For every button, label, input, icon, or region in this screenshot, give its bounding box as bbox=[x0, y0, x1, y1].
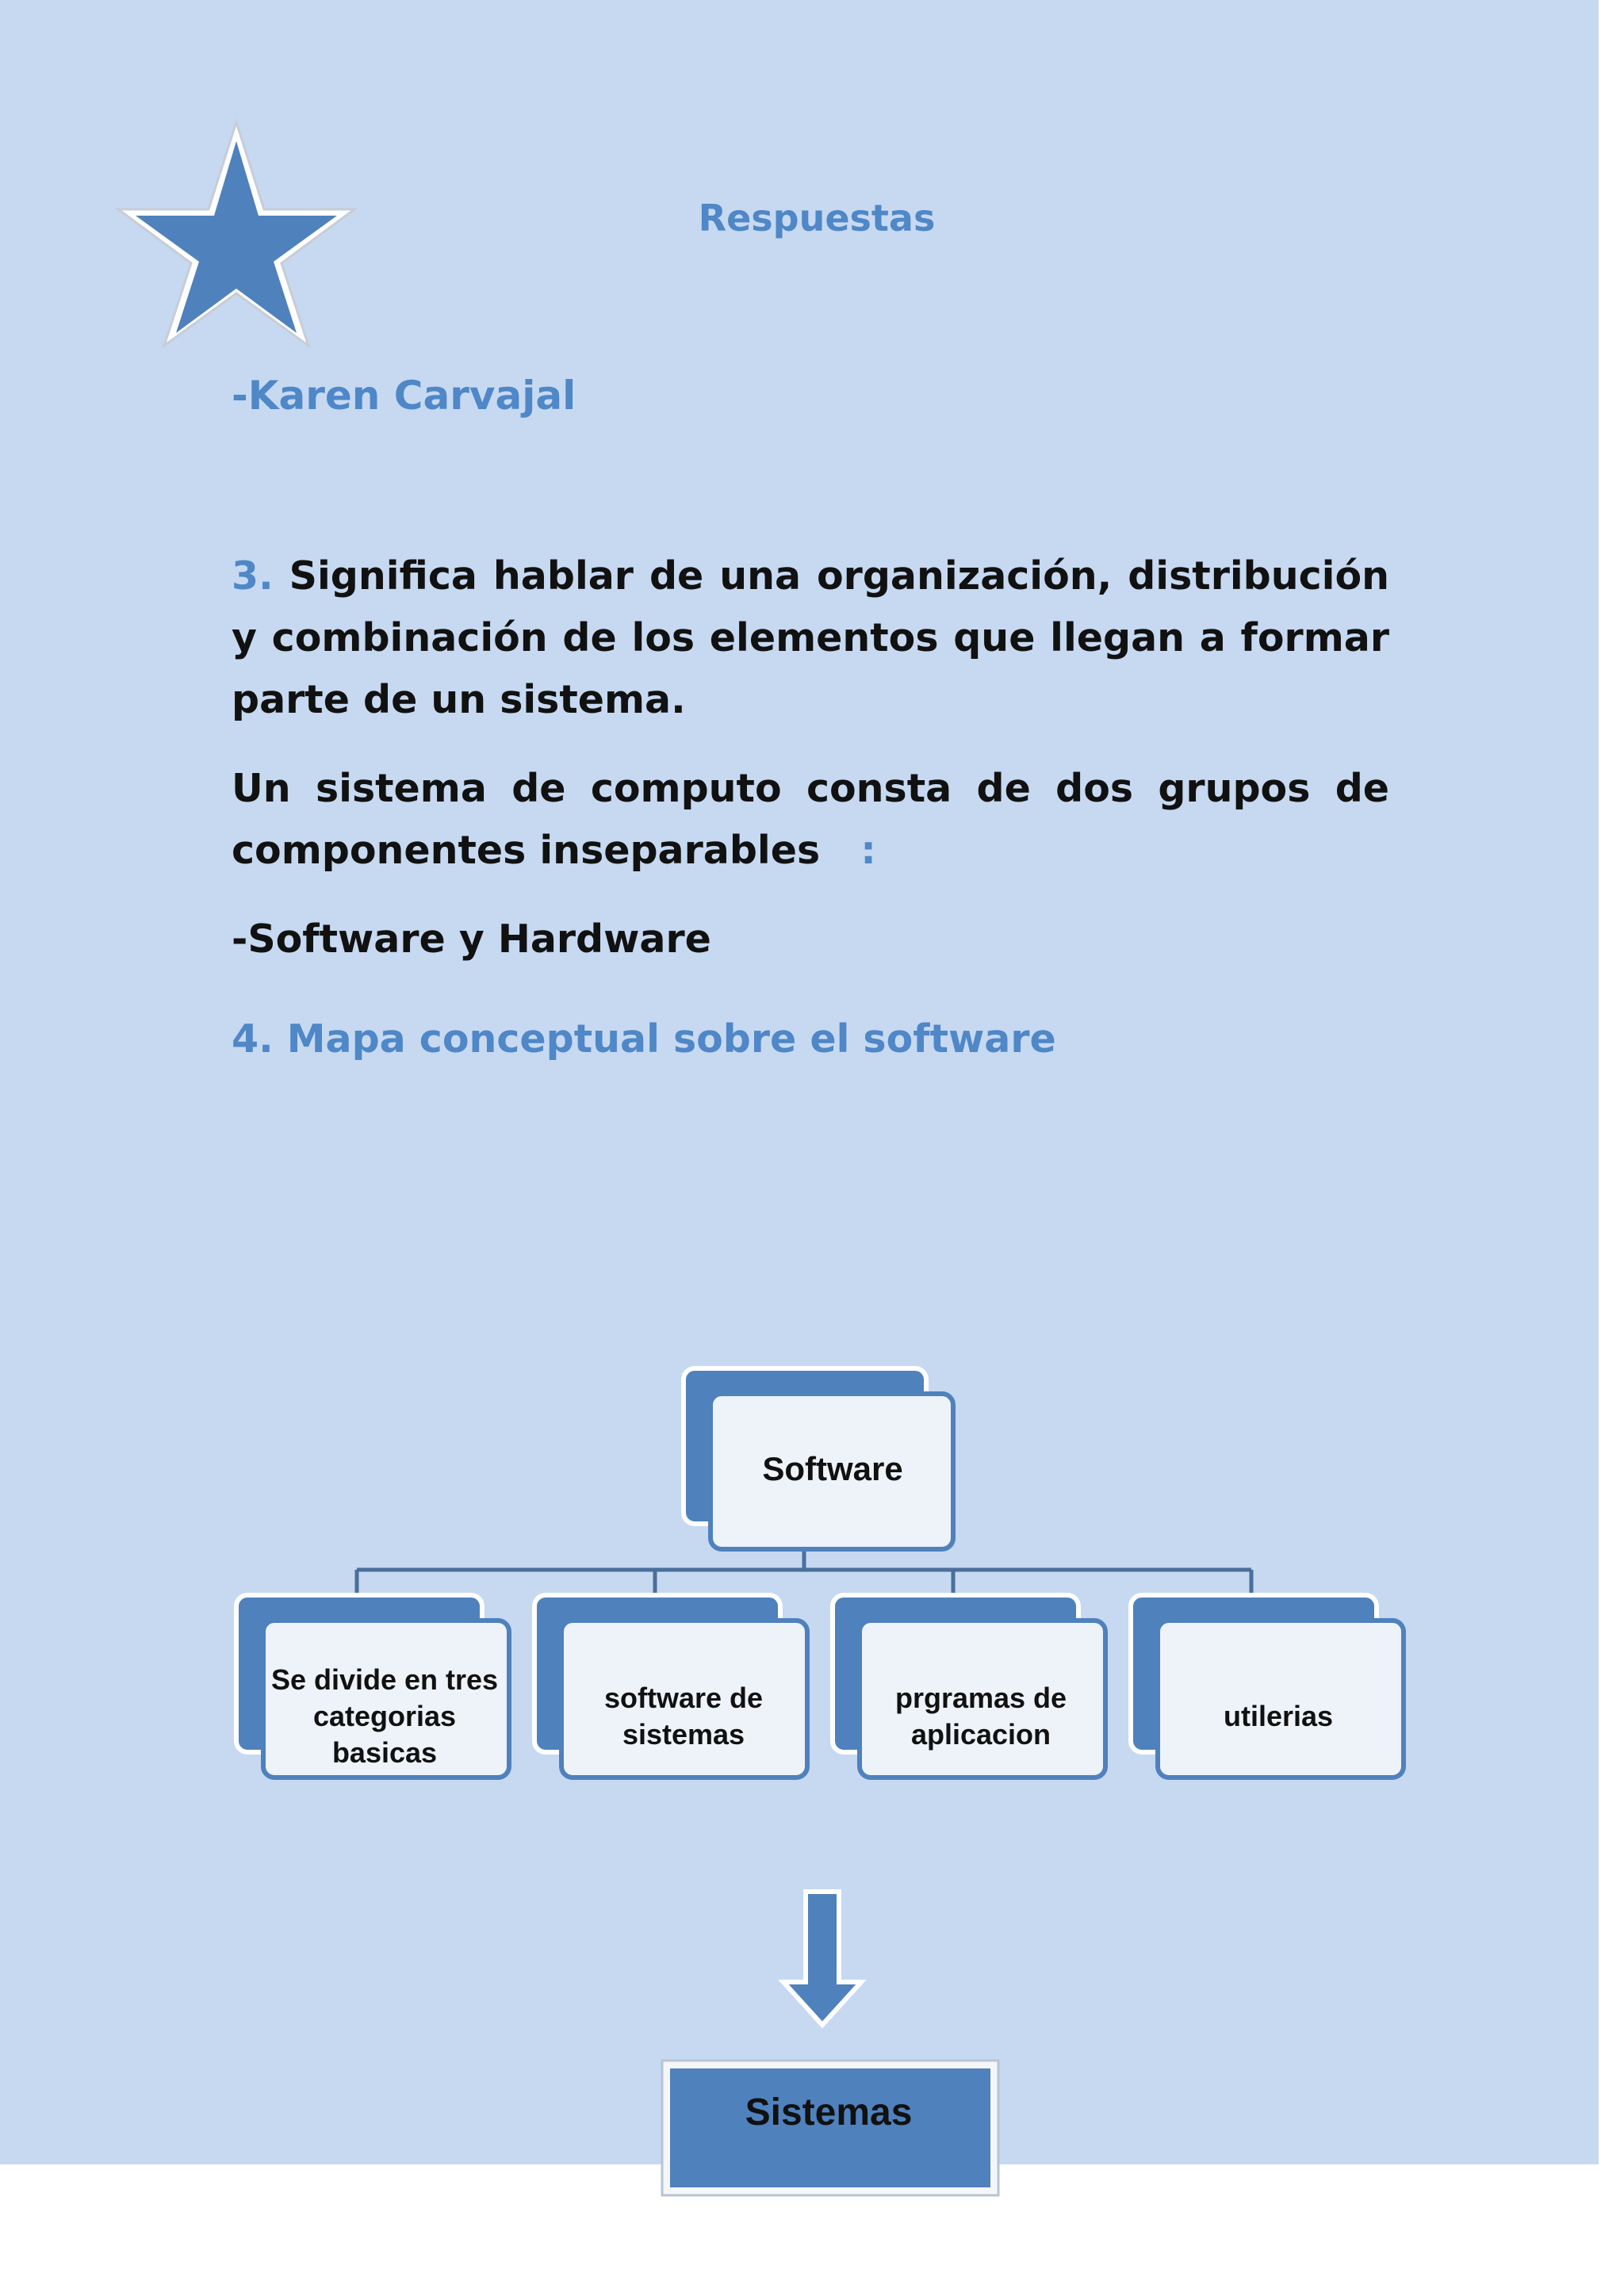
child-node-label: software de sistemas bbox=[603, 1682, 764, 1751]
child-node-label: utilerias bbox=[1223, 1700, 1334, 1732]
answer-4-heading: 4. Mapa conceptual sobre el software bbox=[232, 1016, 1056, 1062]
down-arrow-icon bbox=[783, 1892, 861, 2025]
page-title: Respuestas bbox=[698, 197, 936, 239]
answer-3-text: Significa hablar de una organización, distribución y combinación de los elementos que llegan a formar parte de un sistema. bbox=[232, 553, 1389, 722]
components-list: -Software y Hardware bbox=[232, 916, 711, 962]
child-node-label: Se divide en tres categorias basicas bbox=[270, 1663, 499, 1769]
root-node-label: Software bbox=[762, 1450, 903, 1487]
author-name: -Karen Carvajal bbox=[232, 373, 576, 419]
components-colon: : bbox=[860, 828, 876, 873]
child-node-label: prgramas de aplicacion bbox=[894, 1682, 1067, 1751]
result-label: Sistemas bbox=[745, 2091, 913, 2133]
answer-3-number: 3. bbox=[232, 553, 274, 599]
components-text: Un sistema de computo consta de dos grupos de componentes inseparables bbox=[232, 766, 1389, 873]
